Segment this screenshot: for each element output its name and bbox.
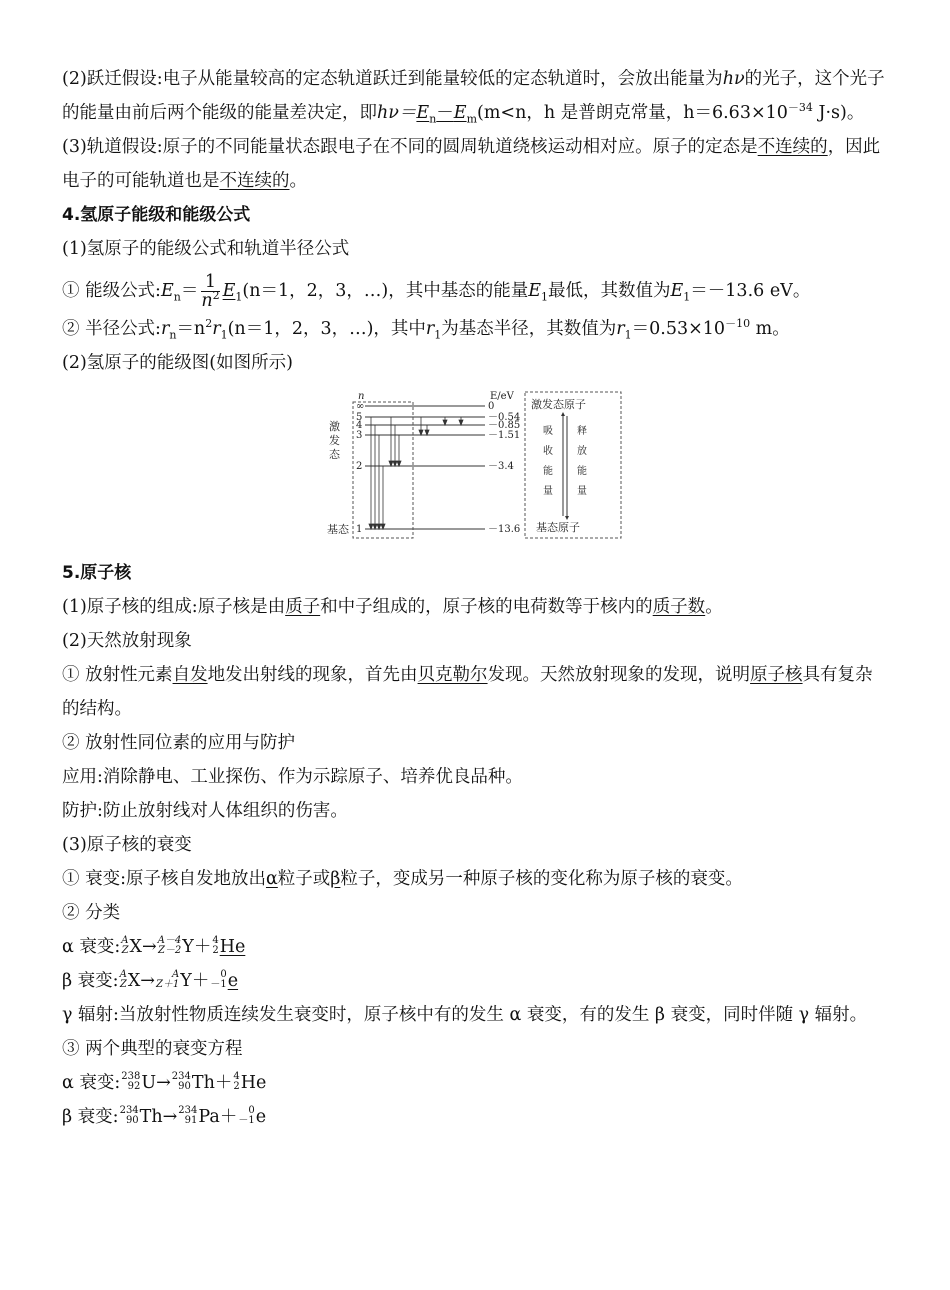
ground-atom-label: 基态原子 xyxy=(536,521,580,534)
absorb-char-4: 量 xyxy=(543,486,553,497)
n-label-3: 3 xyxy=(356,430,363,441)
absorb-char-2: 收 xyxy=(543,446,553,457)
blank-discontinuous-2: 不连续的 xyxy=(219,171,290,191)
heading-nucleus: 5.原子核 xyxy=(62,563,132,583)
equation-alpha-example: α 衰变: 238 92 U→ 234 90 Th＋ 4 2 He xyxy=(62,1070,267,1093)
subheading-typical-equations: ③ 两个典型的衰变方程 xyxy=(62,1039,243,1059)
n-label-1: 1 xyxy=(356,524,363,535)
e-axis-label: E/eV xyxy=(490,391,514,402)
e-label-2: －3.4 xyxy=(488,461,514,472)
release-char-1: 释 xyxy=(577,426,587,437)
ground-state-label: 基态 xyxy=(327,523,349,536)
paragraph-nucleus-composition: (1)原子核的组成:原子核是由质子和中子组成的，原子核的电荷数等于核内的质子数。 xyxy=(62,597,723,617)
subheading-isotopes: ② 放射性同位素的应用与防护 xyxy=(62,733,296,753)
blank-becquerel: 贝克勒尔 xyxy=(417,665,488,685)
paragraph-applications: 应用:消除静电、工业探伤、作为示踪原子、培养优良品种。 xyxy=(62,767,523,787)
excited-atom-label: 激发态原子 xyxy=(531,398,586,411)
e-label-1: －13.6 xyxy=(488,524,521,535)
energy-difference-blank: $E_n-E_m$ xyxy=(416,103,478,126)
release-char-3: 能 xyxy=(577,466,587,477)
e-label-5: －0.54 xyxy=(488,412,521,423)
heading-hydrogen-levels: 4.氢原子能级和能级公式 xyxy=(62,205,251,225)
excited-label-3: 态 xyxy=(329,448,340,461)
n-label-5: 5 xyxy=(356,412,363,423)
e-label-inf: 0 xyxy=(488,401,495,412)
paragraph-orbit-hypothesis: (3)轨道假设:原子的不同能量状态跟电子在不同的圆周轨道绕核运动相对应。原子的定态是不连续的，因此电子的可能轨道也是不连续的。 xyxy=(62,137,881,191)
energy-level-svg xyxy=(325,388,625,546)
excited-label-1: 激 xyxy=(329,420,340,433)
document-page xyxy=(62,62,888,1134)
subheading-formulas: (1)氢原子的能级公式和轨道半径公式 xyxy=(62,239,350,259)
paragraph-gamma: γ 辐射:当放射性物质连续发生衰变时，原子核中有的发生 α 衰变，有的发生 β 衰变，同时伴随 γ 辐射。 xyxy=(62,1005,868,1025)
e-label-4: －0.85 xyxy=(488,420,521,431)
paragraph-decay-definition: ① 衰变:原子核自发地放出α粒子或β粒子，变成另一种原子核的变化称为原子核的衰变。 xyxy=(62,869,743,889)
n-axis-label: n xyxy=(358,391,365,402)
paragraph-transition-hypothesis: (2)跃迁假设:电子从能量较高的定态轨道跃迁到能量较低的定态轨道时，会放出能量为hν的光子，这个光子的能量由前后两个能级的能量差决定，即$h\nu=E_n-E_m(m<n$，h 是普朗克常量，$h=6.63\times 10^{-34}$ J·s)。 xyxy=(62,69,885,126)
blank-proton: 质子 xyxy=(285,597,321,617)
absorb-char-1: 吸 xyxy=(543,426,553,437)
n-label-4: 4 xyxy=(356,420,363,431)
transition-arrows xyxy=(369,417,463,529)
release-char-2: 放 xyxy=(577,446,587,457)
blank-beta: β xyxy=(330,869,341,889)
n-label-inf: ∞ xyxy=(356,401,365,412)
paragraph-radioactivity: ① 放射性元素自发地发出射线的现象，首先由贝克勒尔发现。天然放射现象的发现，说明原子核具有复杂的结构。 xyxy=(62,665,873,719)
energy-level-formula: ① 能级公式$:E_n=$ $\frac{1}{n^2}$ $E_1(n=1$，2，3，…)，其中基态的能量$E_1$最低，其数值为$E_1=-13.6$ eV。 xyxy=(62,272,811,311)
blank-proton-number: 质子数 xyxy=(652,597,706,617)
radius-formula: ② 半径公式$:r_n=n^2r_1(n=1$，2，3，…)，其中$r_1$为基态半径，其数值为$r_1=0.53\times 10^{-10}$ m。 xyxy=(62,317,790,342)
subheading-decay: (3)原子核的衰变 xyxy=(62,835,192,855)
n-label-2: 2 xyxy=(356,461,363,472)
paragraph-protection: 防护:防止放射线对人体组织的伤害。 xyxy=(62,801,348,821)
excited-label-2: 发 xyxy=(329,434,340,447)
equation-beta-example: β 衰变: 234 90 Th→ 234 91 Pa＋ 0 －1 e xyxy=(62,1104,267,1127)
blank-discontinuous-1: 不连续的 xyxy=(757,137,828,157)
blank-nucleus: 原子核 xyxy=(750,665,803,685)
e-label-3: －1.51 xyxy=(488,430,521,441)
right-dashed-box xyxy=(525,392,621,538)
subheading-energy-diagram: (2)氢原子的能级图(如图所示) xyxy=(62,353,293,373)
equation-beta-general: β 衰变: A Z X→ A Z＋1 Y＋ 0 －1 e xyxy=(62,968,239,991)
blank-spontaneous: 自发 xyxy=(172,665,208,685)
subheading-classification: ② 分类 xyxy=(62,903,121,923)
energy-level-diagram xyxy=(62,388,888,546)
fraction: $\frac{1}{n^2}$ xyxy=(201,272,220,311)
absorb-char-3: 能 xyxy=(543,466,553,477)
blank-alpha: α xyxy=(265,869,278,889)
subheading-radioactivity: (2)天然放射现象 xyxy=(62,631,192,651)
release-char-4: 量 xyxy=(577,486,587,497)
equation-alpha-general: α 衰变: A Z X→ A－4 Z－2 Y＋ 4 2 He xyxy=(62,934,246,957)
